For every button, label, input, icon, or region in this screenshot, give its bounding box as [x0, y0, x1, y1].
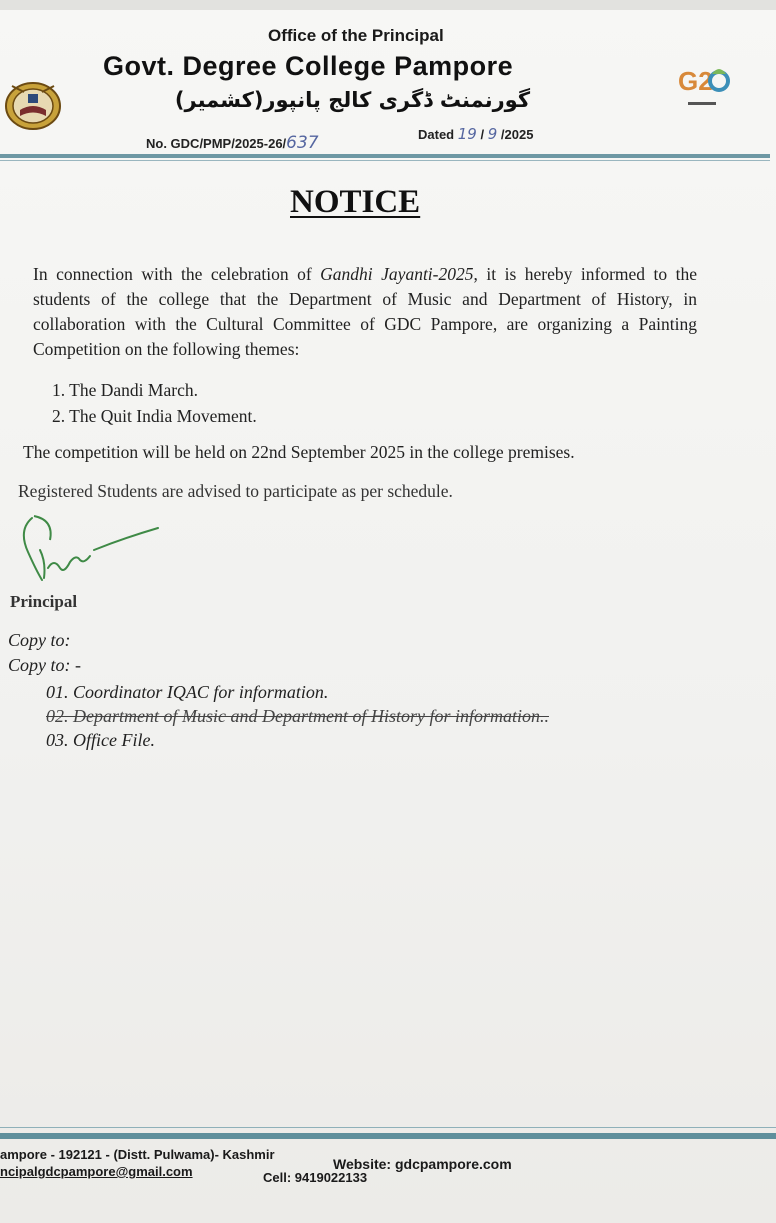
footer-address: ampore - 192121 - (Distt. Pulwama)- Kashmir [0, 1147, 275, 1162]
header-divider [0, 154, 770, 158]
reference-number [146, 133, 319, 153]
theme-item: 2. The Quit India Movement. [52, 406, 257, 426]
copy-item: 01. Coordinator IQAC for information. [46, 682, 329, 702]
header-divider-thin [0, 160, 770, 161]
principal-title: Principal [10, 592, 78, 611]
notice-body [33, 262, 697, 362]
date-separator: / [480, 127, 485, 142]
advice-line: Registered Students are advised to participate as per schedule. [18, 481, 453, 501]
theme-item: 1. The Dandi March. [52, 380, 198, 400]
competition-date-line: The competition will be held on 22nd September 2025 in the college premises. [23, 442, 575, 462]
dated-label: Dated [418, 127, 455, 142]
event-name: Gandhi Jayanti-2025 [320, 264, 474, 284]
footer-cell: Cell: 9419022133 [263, 1170, 368, 1185]
notice-title: NOTICE [290, 184, 421, 220]
footer-email[interactable]: ncipalgdcpampore@gmail.com [0, 1164, 193, 1179]
reference-handwritten: 637 [286, 133, 319, 153]
copy-to-label-2: Copy to: - [8, 655, 81, 675]
date-month: 9 [487, 125, 498, 143]
reference-label: No. GDC/PMP/2025-26/ [146, 136, 287, 151]
date-line [418, 125, 533, 143]
top-strip [0, 0, 776, 10]
copy-item: 03. Office File. [46, 730, 155, 750]
college-name: Govt. Degree College Pampore [103, 51, 514, 81]
intro-text-start: In connection with the celebration of [33, 264, 321, 284]
college-emblem-icon [2, 76, 64, 137]
svg-text:G2: G2 [678, 66, 713, 96]
intro-text-rest: , it is hereby informed to the students of the college that the Department of Music and Department of History, in collaboration with the Cultural Committee of GDC Pampore, are organizing a Painting Competition on the following themes: [33, 264, 698, 359]
date-day: 19 [457, 125, 477, 143]
copy-to-label: Copy to: [8, 630, 71, 650]
footer-divider-thin [0, 1127, 776, 1128]
copy-item-struck: 02. Department of Music and Department of History for information.. [46, 706, 549, 726]
footer-divider [0, 1133, 776, 1139]
footer-website: Website: gdcpampore.com [333, 1156, 512, 1172]
principal-signature [14, 510, 164, 595]
office-heading: Office of the Principal [268, 26, 444, 45]
college-name-urdu: گورنمنٹ ڈگری کالج پانپور(کشمیر) [174, 88, 531, 112]
date-year: /2025 [500, 127, 534, 142]
g20-logo-icon [676, 58, 732, 119]
